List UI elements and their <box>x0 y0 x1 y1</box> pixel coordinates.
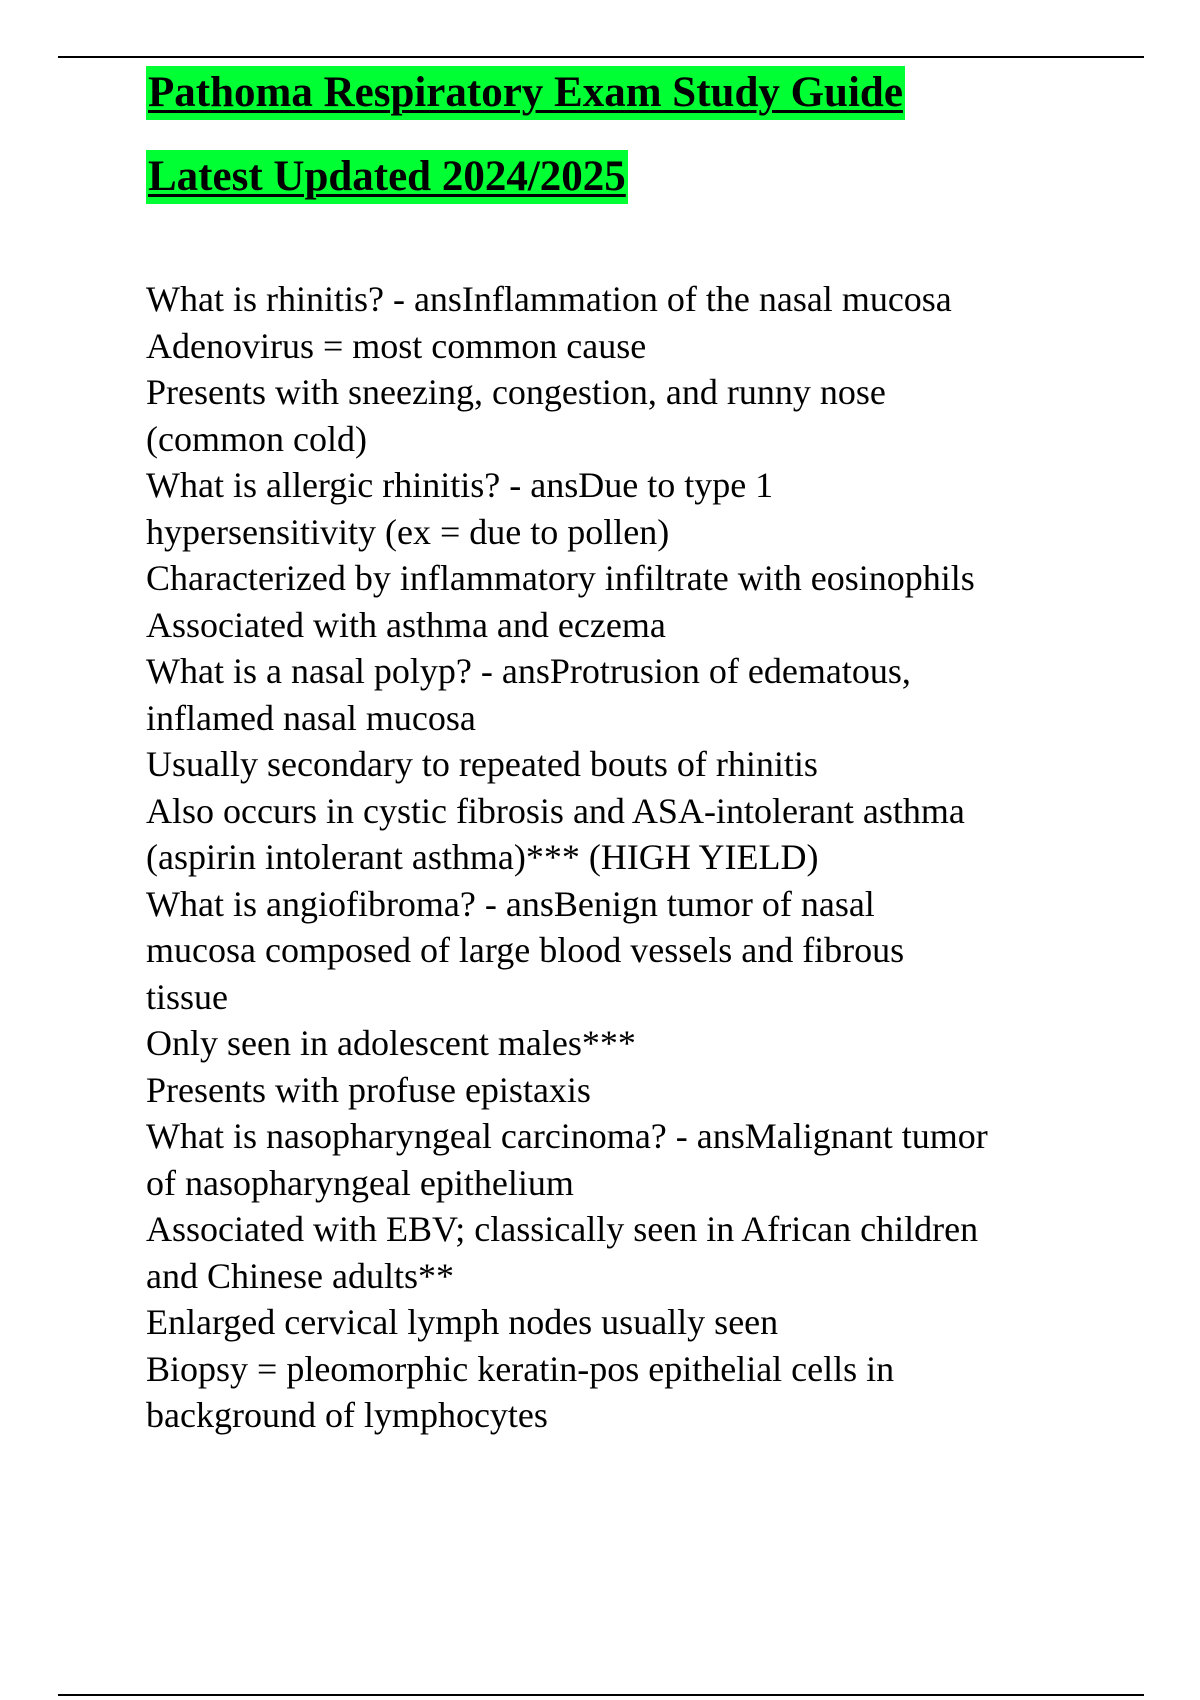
body-line: Presents with profuse epistaxis <box>146 1069 591 1110</box>
body-line: Usually secondary to repeated bouts of rhinitis <box>146 744 818 784</box>
bottom-divider <box>58 1694 1144 1696</box>
document-body <box>146 276 1106 1439</box>
body-line: Also occurs in cystic fibrosis and ASA-intolerant asthma <box>146 790 965 831</box>
body-line: (aspirin intolerant asthma)*** (HIGH YIELD) <box>146 837 819 877</box>
body-line: Biopsy = pleomorphic keratin-pos epithelial cells in <box>146 1348 895 1389</box>
body-line: tissue <box>146 976 229 1017</box>
title-row-1 <box>146 66 1106 150</box>
body-line: mucosa composed of large blood vessels and fibrous <box>146 930 905 970</box>
body-line: background of lymphocytes <box>146 1395 548 1435</box>
body-line: Adenovirus = most common cause <box>146 325 647 366</box>
body-line: (common cold) <box>146 418 367 459</box>
body-line: inflamed nasal mucosa <box>146 697 476 738</box>
body-line: Presents with sneezing, congestion, and runny nose <box>146 372 886 412</box>
body-line: What is a nasal polyp? - ansProtrusion of edematous, <box>146 651 911 691</box>
title-row-2 <box>146 150 1106 234</box>
body-line: of nasopharyngeal epithelium <box>146 1162 574 1203</box>
body-line: Associated with EBV; classically seen in African children <box>146 1209 979 1249</box>
body-line: Characterized by inflammatory infiltrate with eosinophils <box>146 558 975 598</box>
body-line: What is rhinitis? - ansInflammation of the nasal mucosa <box>146 279 952 319</box>
document-page <box>146 66 1106 1439</box>
document-subtitle: Latest Updated 2024/2025 <box>146 150 628 204</box>
document-title: Pathoma Respiratory Exam Study Guide <box>146 66 905 120</box>
body-line: Only seen in adolescent males*** <box>146 1023 636 1063</box>
body-line: What is angiofibroma? - ansBenign tumor of nasal <box>146 883 875 924</box>
top-divider <box>58 56 1144 58</box>
body-line: and Chinese adults** <box>146 1255 454 1296</box>
body-line: What is nasopharyngeal carcinoma? - ansMalignant tumor <box>146 1116 988 1156</box>
body-line: What is allergic rhinitis? - ansDue to type 1 <box>146 465 774 505</box>
body-line: hypersensitivity (ex = due to pollen) <box>146 511 670 552</box>
body-line: Enlarged cervical lymph nodes usually seen <box>146 1302 779 1342</box>
body-line: Associated with asthma and eczema <box>146 604 666 645</box>
